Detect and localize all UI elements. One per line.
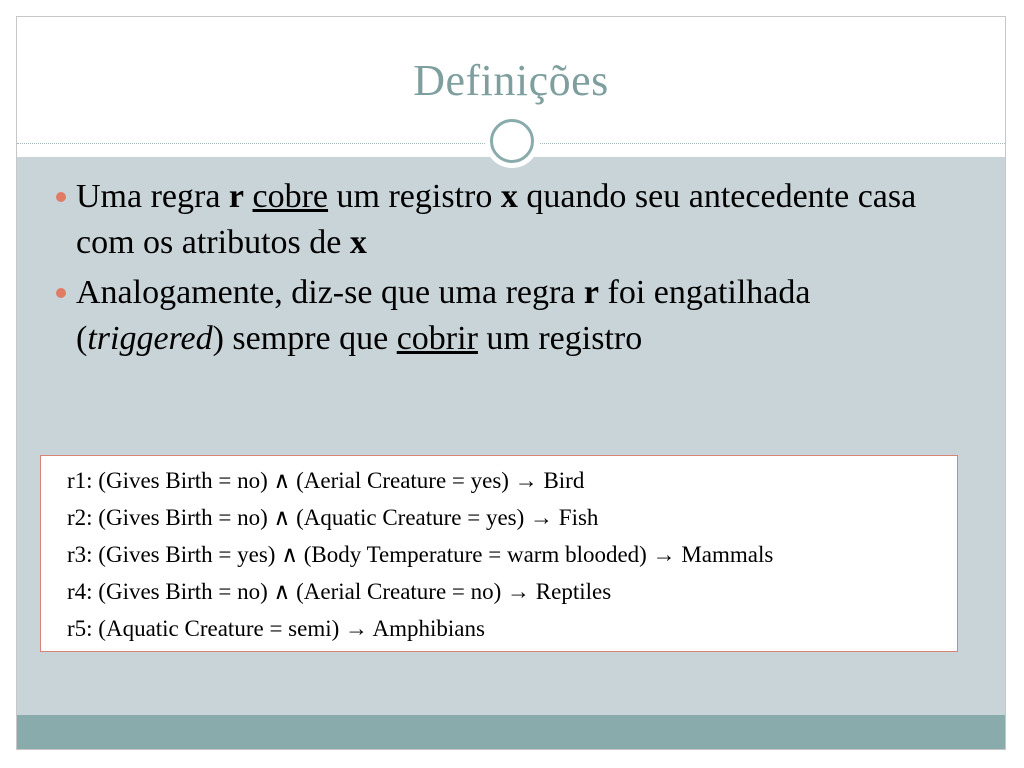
text-run: Analogamente, diz-se que uma regra <box>76 274 584 311</box>
text-run: Uma regra <box>76 178 229 215</box>
text-run: um registro <box>477 320 643 357</box>
bullet-item <box>56 270 936 362</box>
bullet-dot-icon <box>56 192 66 202</box>
bullet-list <box>56 174 936 366</box>
ring-ornament-icon <box>485 114 539 168</box>
rule-line: r4: (Gives Birth = no) ∧ (Aerial Creature = no) → Reptiles <box>67 579 612 604</box>
bullet-text <box>76 178 916 261</box>
rule-line: r3: (Gives Birth = yes) ∧ (Body Temperature = warm blooded) → Mammals <box>67 542 774 567</box>
bold-run: r <box>228 178 245 215</box>
slide-title: Definições <box>413 56 609 105</box>
text-run: um registro <box>328 178 501 215</box>
bold-run: x <box>349 224 367 261</box>
text-run: foi engatilhada ( <box>76 274 811 357</box>
bold-run: x <box>500 178 518 215</box>
bullet-dot-icon <box>56 288 66 298</box>
rule-line: r1: (Gives Birth = no) ∧ (Aerial Creature = yes) → Bird <box>67 468 585 493</box>
text-run: ) sempre que <box>212 320 397 357</box>
bullet-item <box>56 174 936 266</box>
rules-box <box>40 455 958 652</box>
bottom-accent-bar <box>17 715 1005 749</box>
text-run <box>244 178 253 215</box>
text-run: quando seu antecedente casa com os atributos de <box>76 178 917 261</box>
rule-line: r2: (Gives Birth = no) ∧ (Aquatic Creature = yes) → Fish <box>67 505 599 530</box>
bold-run: r <box>583 274 599 311</box>
bullet-text <box>76 274 810 357</box>
rule-line: r5: (Aquatic Creature = semi) → Amphibians <box>67 616 485 641</box>
underlined-run: cobrir <box>396 320 478 357</box>
ring-inner <box>490 119 534 163</box>
italic-run: triggered <box>87 320 213 357</box>
underlined-run: cobre <box>252 178 329 215</box>
